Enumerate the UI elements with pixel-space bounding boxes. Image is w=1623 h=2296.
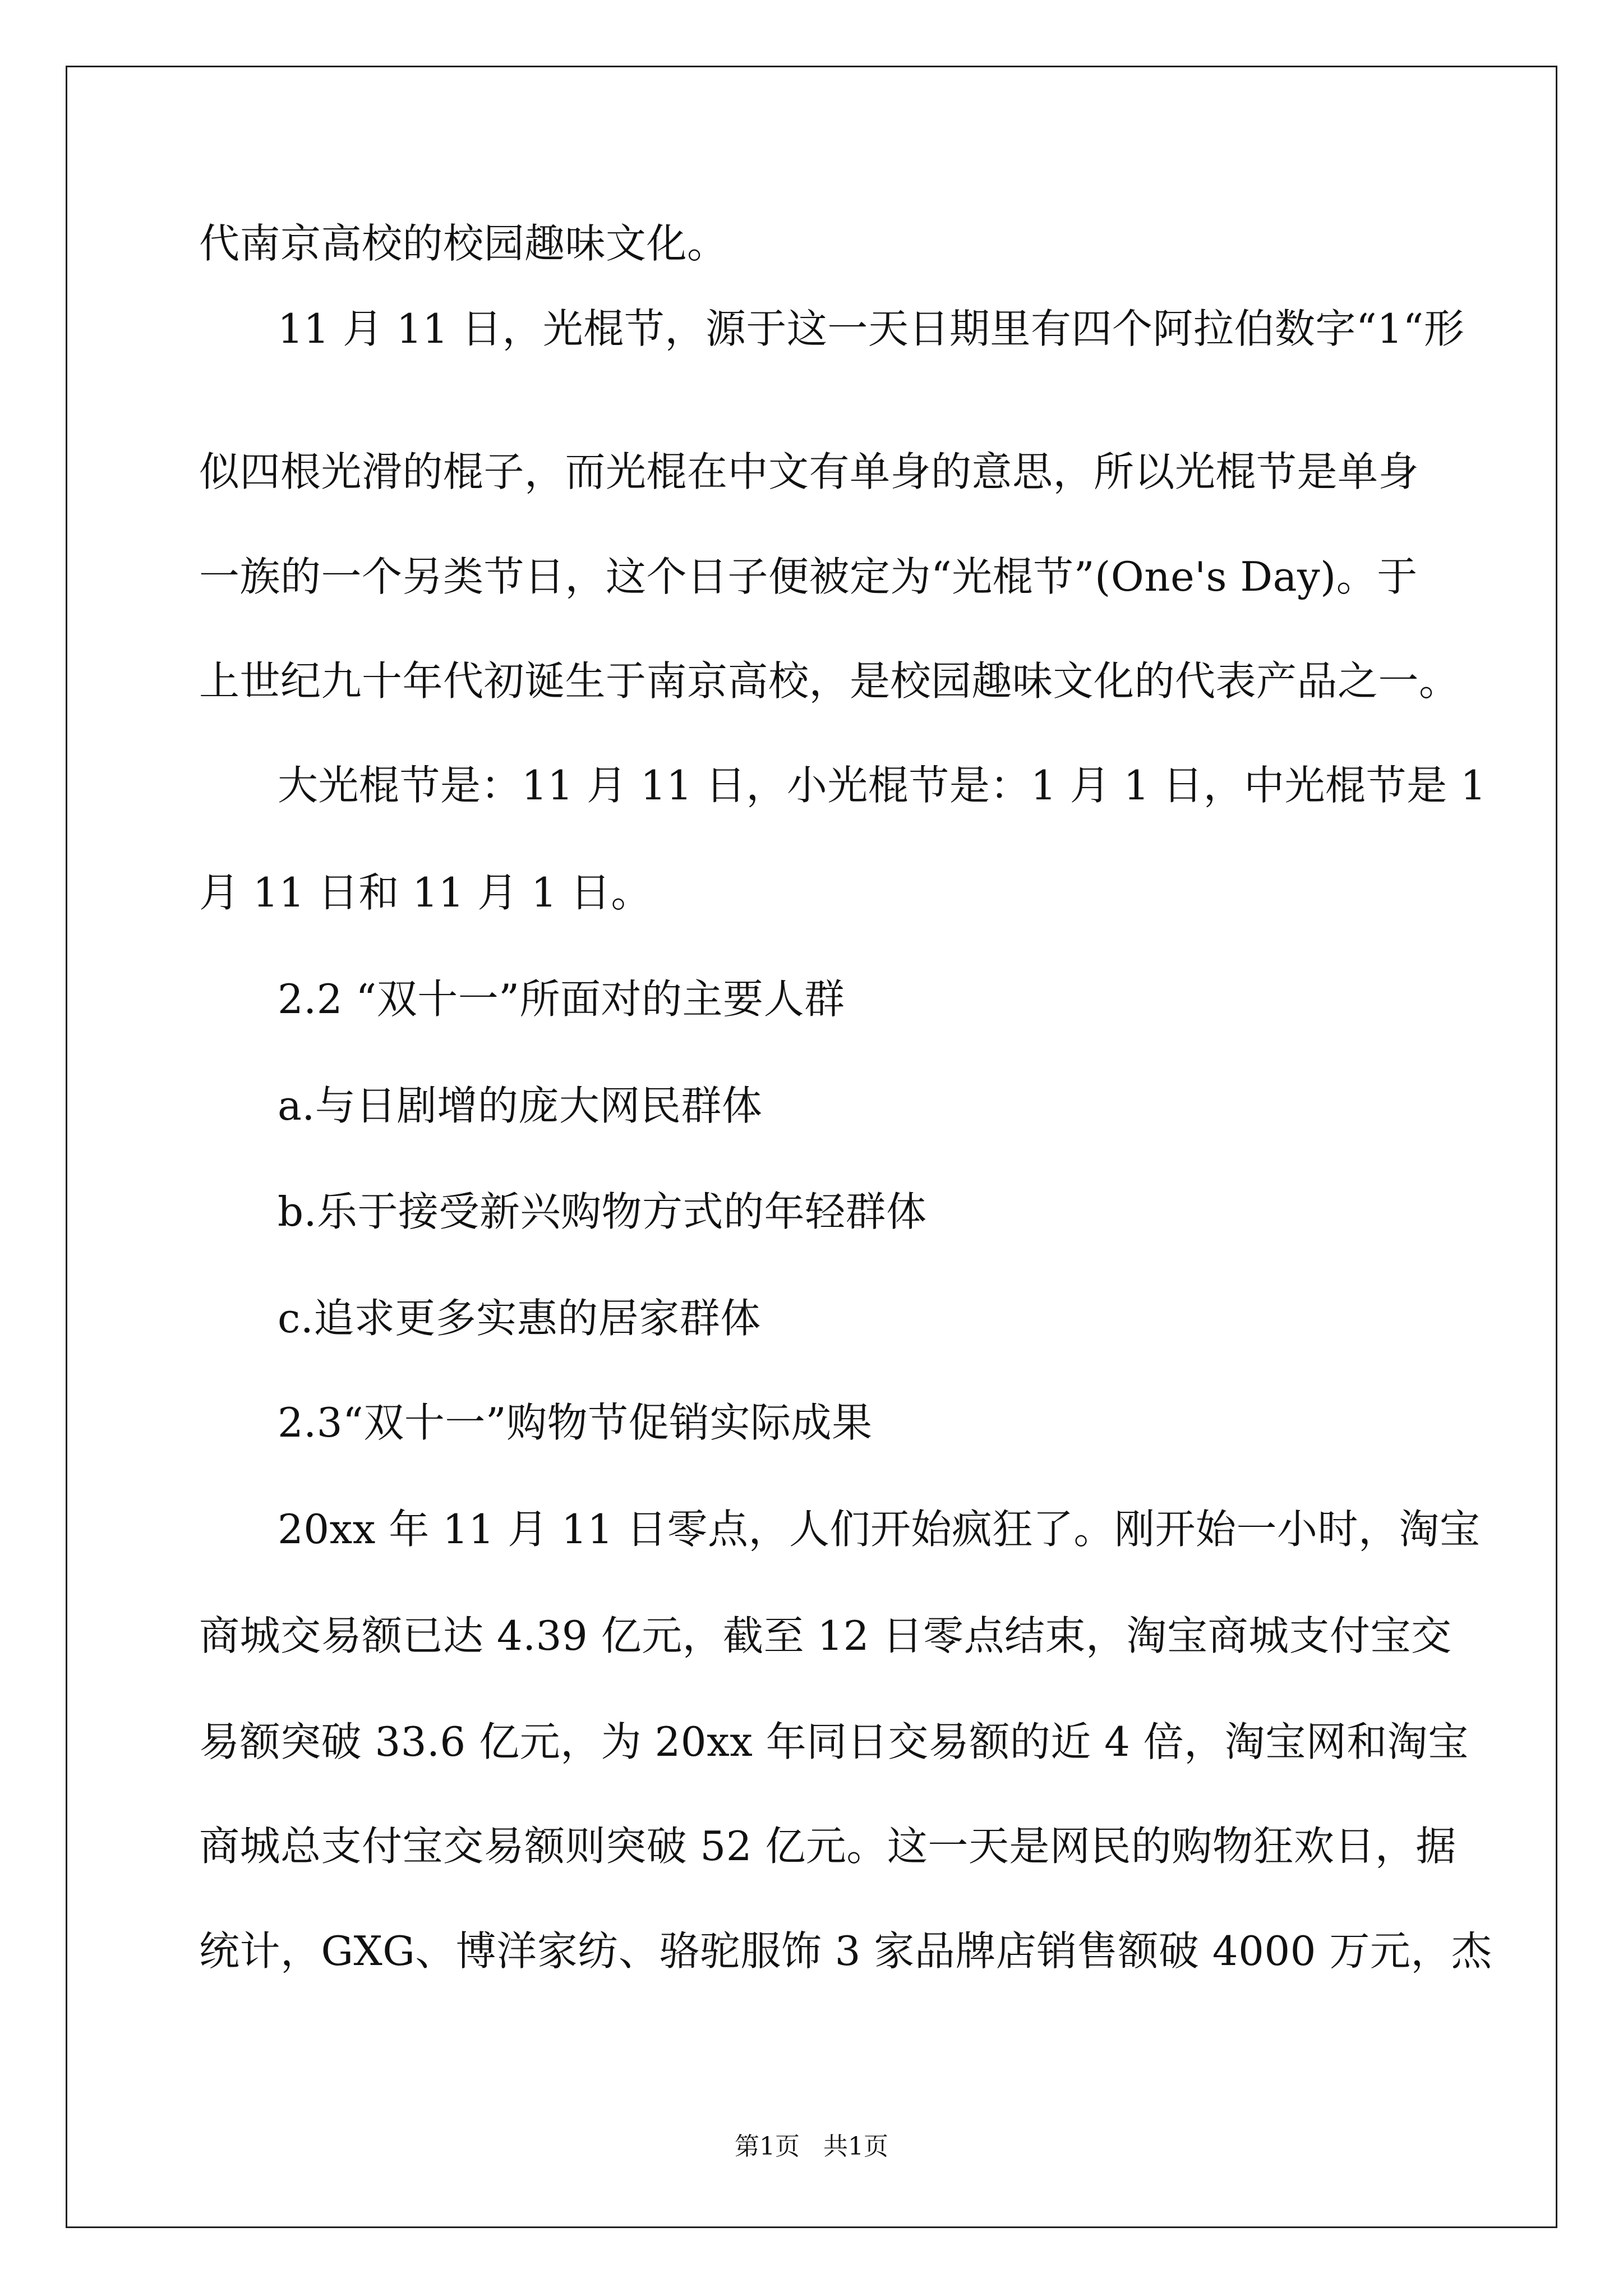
page-footer: [0, 2126, 1623, 2162]
text-line: 似四根光滑的棍子，而光棍在中文有单身的意思，所以光棍节是单身: [199, 448, 1419, 495]
text-line: 大光棍节是：11 月 11 日，小光棍节是：1 月 1 日，中光棍节是 1: [278, 762, 1487, 809]
section-heading: 2.2 “双十一”所面对的主要人群: [278, 976, 845, 1023]
text-line: 统计，GXG、博洋家纺、骆驼服饰 3 家品牌店销售额破 4000 万元，杰: [199, 1927, 1492, 1975]
text-line: 易额突破 33.6 亿元，为 20xx 年同日交易额的近 4 倍，淘宝网和淘宝: [199, 1718, 1469, 1765]
text-line: 代南京高校的校园趣味文化。: [199, 220, 728, 267]
list-item: a.与日剧增的庞大网民群体: [278, 1082, 763, 1129]
list-item: b.乐于接受新兴购物方式的年轻群体: [278, 1188, 927, 1235]
page-number: 第1页: [735, 2132, 800, 2161]
text-line: 一族的一个另类节日，这个日子便被定为“光棍节”(One's Day)。于: [199, 553, 1418, 600]
section-heading: 2.3“双十一”购物节促销实际成果: [278, 1399, 873, 1446]
text-line: 商城交易额已达 4.39 亿元，截至 12 日零点结束，淘宝商城支付宝交: [199, 1612, 1452, 1659]
list-item: c.追求更多实惠的居家群体: [278, 1295, 761, 1342]
text-line: 11 月 11 日，光棍节，源于这一天日期里有四个阿拉伯数字“1“形: [278, 305, 1465, 352]
text-line: 月 11 日和 11 月 1 日。: [199, 869, 652, 916]
page-border: [66, 66, 1557, 2228]
text-line: 商城总支付宝交易额则突破 52 亿元。这一天是网民的购物狂欢日，据: [199, 1823, 1456, 1870]
text-line: 上世纪九十年代初诞生于南京高校，是校园趣味文化的代表产品之一。: [199, 657, 1460, 705]
page-total: 共1页: [823, 2132, 888, 2161]
text-line: 20xx 年 11 月 11 日零点，人们开始疯狂了。刚开始一小时，淘宝: [278, 1506, 1481, 1553]
